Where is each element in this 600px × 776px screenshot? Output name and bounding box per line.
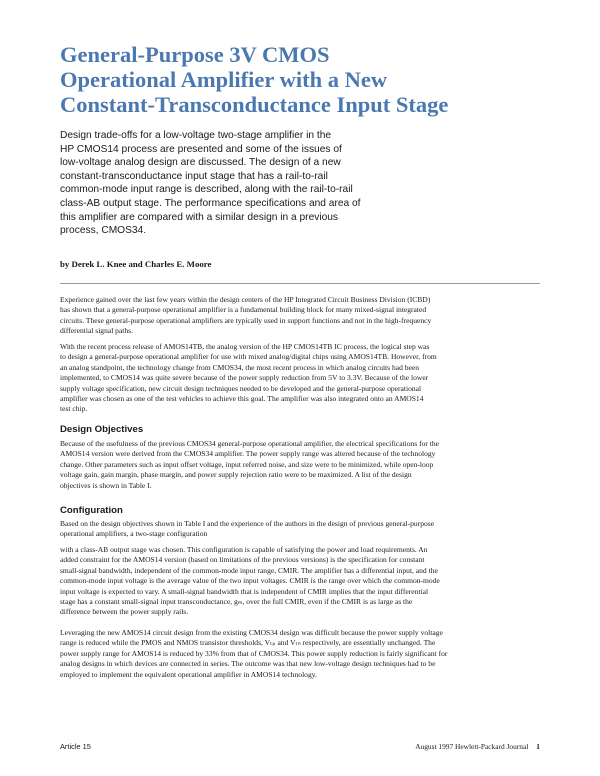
- abstract-line: low-voltage analog design are discussed. The design of a new: [60, 157, 341, 169]
- body-line: difference between the power supply rails.: [60, 607, 189, 617]
- body-line: operational amplifiers, a two-stage configuration: [60, 529, 208, 539]
- abstract-line: this amplifier are compared with a similar design in a previous: [60, 211, 339, 223]
- body-line: Experience gained over the last few years within the design centers of the HP Integrated Circuit Business Division (ICBD): [60, 295, 431, 304]
- abstract-line: common-mode input range is described, along with the rail-to-rail: [60, 184, 353, 196]
- body-line: AMOS14 version were derived from the CMOS34 amplifier. The power supply range was altered because of the technology: [60, 449, 436, 459]
- body-line: test chip.: [60, 404, 88, 414]
- body-line: range is reduced while the PMOS and NMOS transistor thresholds, Vₜₚ and Vₜₙ respectively, are essentially unchanged. The: [60, 638, 436, 648]
- body-line: analog designs in which devices are connected in series. The outcome was that new low-voltage design techniques had to be: [60, 659, 436, 669]
- title-line: Operational Amplifier with a New: [60, 67, 388, 92]
- body-line: supply voltage specification, new circuit design techniques needed to be developed and the general-purpose operational: [60, 383, 422, 393]
- author-byline: by Derek L. Knee and Charles E. Moore: [60, 259, 212, 269]
- body-line: power supply range for AMOS14 is reduced by 33% from that of CMOS34. This power supply reduction is fairly significant for: [60, 648, 448, 658]
- title-line: General-Purpose 3V CMOS: [60, 42, 330, 67]
- body-line: implemented, to CMOS14 was quite severe because of the power supply reduction from 5V to 3.3V. Because of the lower: [60, 373, 429, 383]
- section-heading-configuration: Configuration: [60, 505, 123, 516]
- body-paragraph: [60, 439, 544, 491]
- section-divider: [60, 283, 540, 284]
- page-number: 1: [536, 742, 540, 751]
- body-line: With the recent process release of AMOS14TB, the analog version of the HP CMOS14TB IC process, the logical step was: [60, 342, 430, 351]
- footer-article-number: Article 15: [60, 742, 91, 751]
- title-line: Constant-Transconductance Input Stage: [60, 92, 449, 117]
- body-paragraph: [60, 545, 544, 618]
- body-line: small-signal bandwidth, independent of the common-mode input range, CMIR. The amplifier has a differential input, and the: [60, 565, 438, 575]
- body-line: added constraint for the AMOS14 version (based on limitations of the previous versions) is the specification for constant: [60, 555, 425, 565]
- body-line: Based on the design objectives shown in Table I and the experience of the authors in the design of previous general-purpose: [60, 519, 435, 528]
- body-line: with a class-AB output stage was chosen. This configuration is capable of satisfying the power and load requirements. An: [60, 545, 428, 554]
- section-heading-design-objectives: Design Objectives: [60, 424, 144, 435]
- body-line: change. Other parameters such as input offset voltage, input referred noise, and size were to be minimized, while open-loop: [60, 459, 434, 469]
- abstract-line: class-AB output stage. The performance specifications and area of: [60, 197, 361, 209]
- body-line: Leveraging the new AMOS14 circuit design from the existing CMOS34 design was difficult because the power supply voltage: [60, 628, 443, 637]
- body-paragraph: [60, 342, 544, 415]
- abstract: [60, 129, 360, 238]
- body-line: differential signal paths.: [60, 326, 134, 336]
- footer-journal-title: August 1997 Hewlett-Packard Journal: [415, 742, 529, 751]
- body-line: amplifier was chosen as one of the test vehicles to achieve this goal. The amplifier was also integrated onto an AMOS14: [60, 394, 424, 404]
- body-line: input voltage is expected to vary. A small-signal bandwidth that is independent of CMIR implies that the input differential: [60, 586, 429, 596]
- body-paragraph: [60, 295, 544, 337]
- body-line: employed to implement the equivalent operational amplifier in AMOS14 technology.: [60, 669, 317, 679]
- body-line: Because of the usefulness of the previous CMOS34 general-purpose operational amplifier, the electrical specifications for the: [60, 439, 440, 448]
- body-line: stage has a constant small-signal input transconductance, gₘ, over the full CMIR, even if the CMIR is as large as the: [60, 597, 413, 607]
- body-line: to design a general-purpose operational amplifier for use with mixed analog/digital chips using AMOS14TB. However, from: [60, 352, 437, 362]
- abstract-line: process, CMOS34.: [60, 225, 147, 237]
- abstract-line: constant-transconductance input stage that has a rail-to-rail: [60, 170, 328, 182]
- body-line: voltage gain, gain margin, phase margin, and power supply rejection ratio were to be maximized. A list of the design: [60, 470, 412, 480]
- article-title: [60, 42, 560, 117]
- body-line: has shown that a general-purpose operational amplifier is a fundamental building block for many mixed-signal integrated: [60, 305, 427, 315]
- body-paragraph: [60, 519, 544, 540]
- body-line: circuits. These general-purpose operational amplifiers are typically used in support functions and not in the high-frequency: [60, 315, 432, 325]
- abstract-line: Design trade-offs for a low-voltage two-stage amplifier in the: [60, 130, 332, 141]
- footer-journal: [415, 742, 540, 751]
- body-paragraph: [60, 628, 544, 680]
- body-line: common-mode input voltage is the average value of the two input voltages. CMIR is the range over which the common-mode: [60, 576, 440, 586]
- body-line: objectives is shown in Table I.: [60, 480, 152, 490]
- body-line: an analog standpoint, the technology change from CMOS34, the most recent process in which analog circuits had been: [60, 362, 420, 372]
- abstract-line: HP CMOS14 process are presented and some of the issues of: [60, 143, 342, 155]
